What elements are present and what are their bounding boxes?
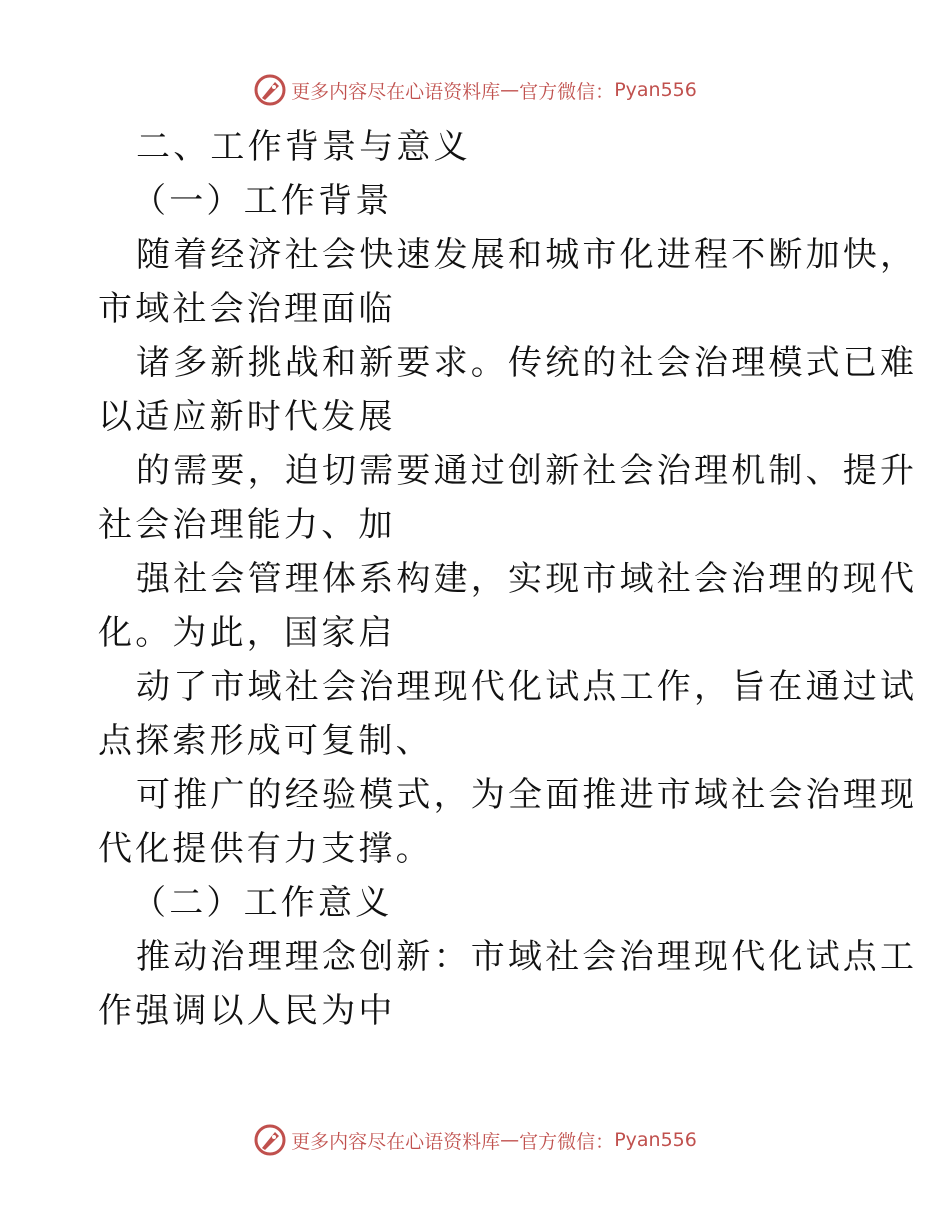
banner-wechat-id: Pyan556 bbox=[614, 1129, 697, 1151]
paragraph-line: 社会治理能力、加 bbox=[98, 505, 396, 545]
subheading-significance: （二）工作意义 bbox=[132, 883, 393, 923]
banner-separator: — bbox=[500, 1129, 520, 1151]
paragraph-line: 可推广的经验模式，为全面推进市域社会治理现 bbox=[136, 775, 918, 815]
banner-wechat-id: Pyan556 bbox=[614, 79, 697, 101]
paragraph-line: 化。为此，国家启 bbox=[98, 613, 396, 653]
watermark-banner-bottom bbox=[0, 1120, 950, 1160]
paragraph-line: 推动治理理念创新：市域社会治理现代化试点工 bbox=[136, 937, 918, 977]
document-body bbox=[98, 120, 918, 1038]
banner-brand: 更多内容尽在心语资料库 bbox=[291, 1130, 501, 1153]
paragraph-line: 动了市域社会治理现代化试点工作，旨在通过试 bbox=[136, 667, 918, 707]
pen-nib-logo-icon bbox=[253, 1123, 287, 1157]
paragraph-line: 的需要，迫切需要通过创新社会治理机制、提升 bbox=[136, 451, 918, 491]
paragraph-line: 作强调以人民为中 bbox=[98, 991, 396, 1031]
banner-separator: — bbox=[500, 79, 520, 101]
paragraph-line: 强社会管理体系构建，实现市域社会治理的现代 bbox=[136, 559, 918, 599]
paragraph-line: 以适应新时代发展 bbox=[98, 397, 396, 437]
paragraph-line: 代化提供有力支撑。 bbox=[98, 829, 433, 869]
banner-wechat-label: 官方微信： bbox=[519, 80, 615, 103]
pen-nib-logo-icon bbox=[253, 73, 287, 107]
paragraph-line: 随着经济社会快速发展和城市化进程不断加快， bbox=[136, 235, 918, 275]
subheading-background: （一）工作背景 bbox=[132, 181, 393, 221]
paragraph-line: 市域社会治理面临 bbox=[98, 289, 396, 329]
watermark-banner-top bbox=[0, 70, 950, 110]
banner-wechat-label: 官方微信： bbox=[519, 1130, 615, 1153]
paragraph-line: 诸多新挑战和新要求。传统的社会治理模式已难 bbox=[136, 343, 918, 383]
section-heading: 二、工作背景与意义 bbox=[136, 127, 471, 167]
paragraph-line: 点探索形成可复制、 bbox=[98, 721, 433, 761]
banner-brand: 更多内容尽在心语资料库 bbox=[291, 80, 501, 103]
